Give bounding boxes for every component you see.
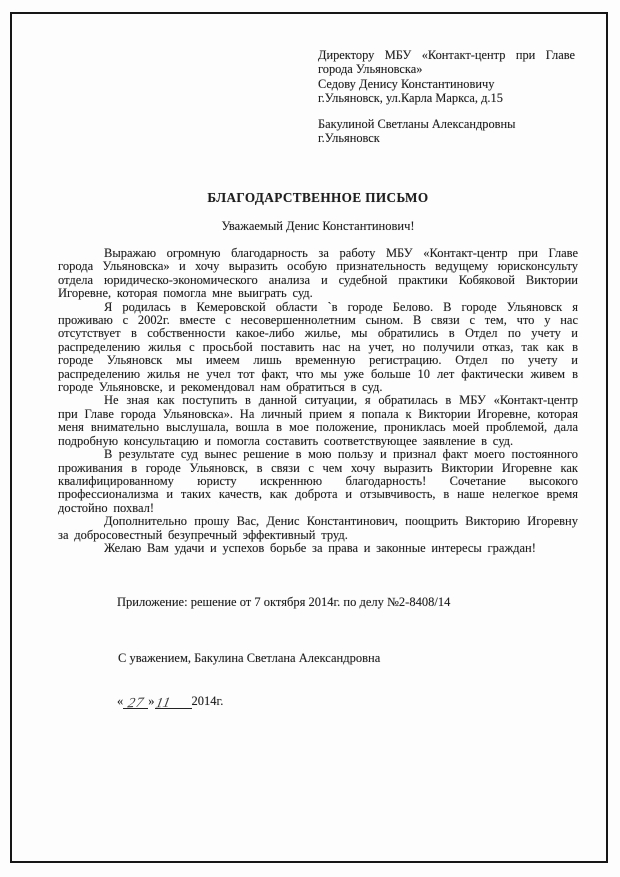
- date-day-blank: [123, 695, 148, 712]
- recipient-address-block: [318, 48, 575, 105]
- handwritten-month: 11: [153, 695, 172, 712]
- date-month-blank: [153, 695, 192, 712]
- sender-line: Бакулиной Светланы Александровны: [318, 117, 516, 131]
- recipient-line: города Ульяновска»: [318, 62, 423, 77]
- letter-title: БЛАГОДАРСТВЕННОЕ ПИСЬМО: [207, 190, 429, 205]
- date-close-quote: »: [148, 694, 155, 708]
- body-paragraph: В результате суд вынес решение в мою пользу и признал факт моего постоянного проживания в городе Ульяновск, в связи с чем хочу выразить Виктории Игоревне как квалифицированному юристу искреннюю благодарность! Сочетание высокого профессионализма и таких качеств, как доброта и отзывчивость, в наше нелегкое время достойно похвал!: [58, 447, 578, 515]
- recipient-line: Седову Денису Константиновичу: [318, 76, 495, 91]
- body-paragraph: Я родилась в Кемеровской области `в городе Белово. В городе Ульяновск я проживаю с 2002г. вместе с несовершеннолетним сыном. В связи с тем, что у нас отсутствует в собственности какое-либо жилье, мы обратились в Отдел по учету и распределению жилья с просьбой поставить нас на учет, но получили отказ, так как в городе Ульяновск мы имеем лишь временную регистрацию. Отдел по учету и распределению жилья не учел тот факт, что мы уже больше 10 лет фактически живем в городе Ульяновске, и рекомендовал нам обратиться в суд.: [58, 299, 578, 395]
- signature-line: С уважением, Бакулина Светлана Александровна: [118, 651, 381, 665]
- sender-line: г.Ульяновск: [318, 131, 380, 146]
- handwritten-day: 27: [126, 695, 146, 712]
- date-year: 2014г.: [191, 694, 224, 708]
- date-line: [58, 694, 578, 712]
- date-open-quote: «: [117, 694, 124, 708]
- body-paragraph: Выражаю огромную благодарность за работу МБУ «Контакт-центр при Главе города Ульяновска» и хочу выразить особую признательность ведущему юрисконсульту отдела юридическо-экономического анализа и судебной практики Кобяковой Виктории Игоревне, которая помогла мне выиграть суд.: [58, 246, 578, 301]
- body-paragraph: Не зная как поступить в данной ситуации, я обратилась в МБУ «Контакт-центр при Главе города Ульяновска». На личный прием я попала к Виктории Игоревне, которая меня внимательно выслушала, вошла в мое положение, прониклась моей проблемой, дала подробную консультацию и помогла составить соответствующее заявление в суд.: [58, 393, 578, 448]
- sender-address-block: [318, 117, 575, 146]
- letter-body: [58, 247, 578, 555]
- recipient-line: г.Ульяновск, ул.Карла Маркса, д.15: [318, 90, 503, 105]
- salutation: Уважаемый Денис Константинович!: [221, 219, 415, 233]
- recipient-line: Директору МБУ «Контакт-центр при Главе: [318, 48, 575, 62]
- body-paragraph: Дополнительно прошу Вас, Денис Константинович, поощрить Викторию Игоревну за добросовестный безупречный эффективный труд.: [58, 514, 578, 542]
- attachment-line: Приложение: решение от 7 октября 2014г. по делу №2-8408/14: [117, 595, 451, 609]
- body-paragraph: Желаю Вам удачи и успехов борьбе за права и законные интересы граждан!: [104, 540, 536, 555]
